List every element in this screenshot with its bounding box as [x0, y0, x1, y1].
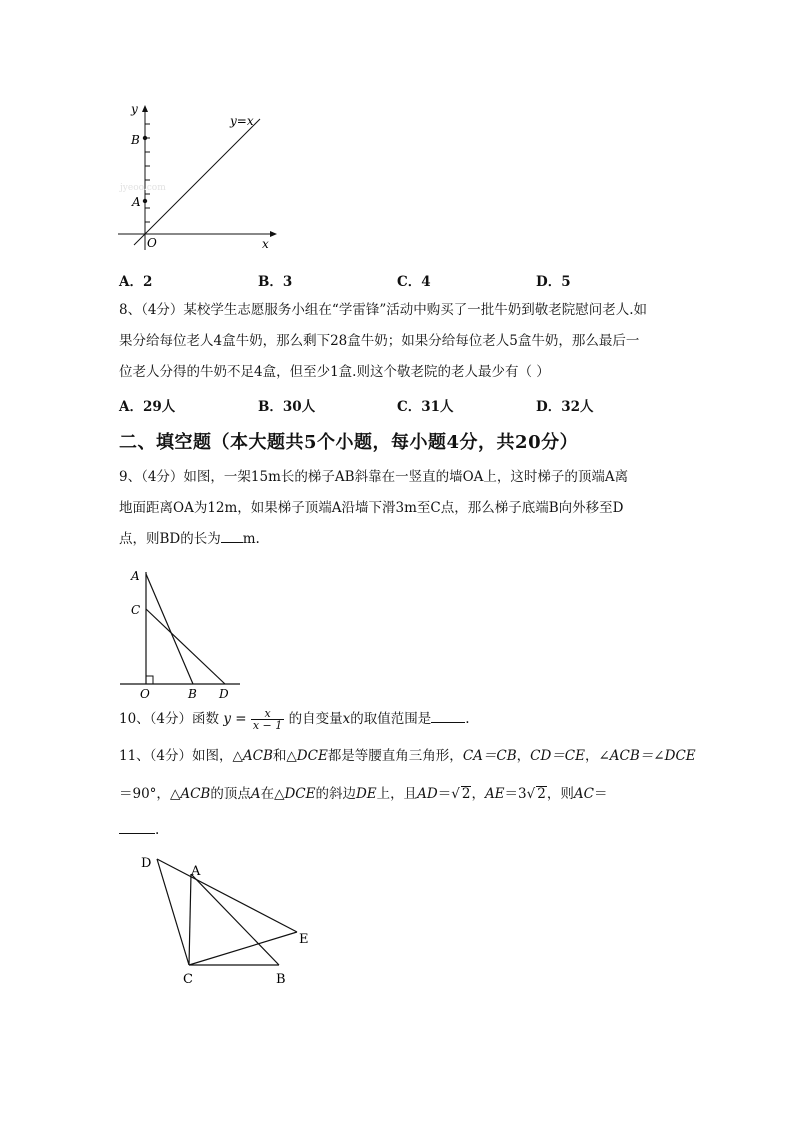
q10-y-equals: y = [223, 711, 247, 727]
origin-label: O [147, 236, 157, 250]
label-e: E [299, 932, 309, 947]
q9-line-2: 地面距离OA为12m，如果梯子顶端A沿墙下滑3m至C点，那么梯子底端B向外移至D [119, 500, 624, 516]
right-angle-mark [146, 676, 153, 684]
segment-de [157, 859, 297, 932]
label-d: D [219, 687, 229, 701]
label-d: D [141, 856, 152, 871]
q8-option-b[interactable]: B．30人 [258, 399, 316, 415]
label-c: C [131, 603, 141, 617]
q8-option-a[interactable]: A．29人 [119, 399, 176, 415]
line-label: y=x [230, 114, 254, 128]
q11-l2-b: △ACB [169, 786, 211, 802]
q11-l2-a: ＝90°， [119, 786, 170, 802]
point-a-label: A [132, 195, 141, 209]
q11-l1-h: CD＝CE [530, 748, 585, 764]
ladder-cd [146, 609, 225, 684]
y-axis-label: y [131, 102, 138, 116]
q11-l2-d: A [250, 786, 261, 802]
q9-line-3-prefix: 点，则BD的长为 [119, 531, 221, 547]
q11-l2-k: ＝ [437, 786, 452, 802]
q8-option-c[interactable]: C．31人 [397, 399, 454, 415]
figure-q9-ladder [118, 560, 248, 702]
q11-sqrt-2: 2 [537, 786, 546, 802]
q9-line-3-suffix: m. [242, 531, 260, 547]
point-b-dot [143, 136, 147, 140]
q11-l1-d: △DCE [286, 748, 328, 764]
q11-l1-g: ， [516, 748, 531, 764]
watermark: jyeoo.com [120, 183, 166, 193]
label-b: B [276, 972, 286, 987]
q11-l2-e: 在 [260, 786, 275, 802]
q11-sqrt-1: 2 [461, 786, 471, 802]
label-a: A [131, 569, 140, 583]
q11-l2-h: DE [355, 786, 377, 802]
q8-line-2: 果分给每位老人4盒牛奶，那么剩下28盒牛奶；如果分给每位老人5盒牛奶，那么最后一 [119, 333, 640, 349]
q10-answer-blank[interactable] [431, 710, 465, 723]
q11-l2-p: AC [573, 786, 594, 802]
x-axis-label: x [262, 237, 269, 251]
q11-l2-f: △DCE [274, 786, 316, 802]
label-a: A [191, 864, 201, 879]
q11-line-3 [119, 820, 159, 840]
q10-fraction [251, 708, 284, 731]
q7-option-b[interactable]: B．3 [258, 274, 293, 290]
q10-end: . [465, 711, 470, 727]
q9-answer-blank[interactable] [221, 530, 243, 543]
point-a-dot [143, 199, 147, 203]
q11-l1-j: ∠ACB＝∠DCE [598, 748, 696, 764]
segment-ac [189, 874, 191, 965]
figure-q7-graph [110, 100, 290, 255]
q10-line [119, 708, 470, 731]
segment-ec [189, 932, 297, 965]
q10-prefix: 10、（4分）函数 [119, 711, 220, 727]
q11-l2-i: 上，且 [376, 786, 418, 802]
q11-line-2: ＝90°，△ACB的顶点A在△DCE的斜边DE上，且AD＝√ 2，AE＝3√ 2，则AC＝ [119, 786, 608, 802]
label-b: B [188, 687, 197, 701]
q7-option-d[interactable]: D．5 [536, 274, 571, 290]
q11-l2-n: ＝3 [504, 786, 527, 802]
q11-l2-g: 的斜边 [315, 786, 356, 802]
q11-l2-m: AE [484, 786, 505, 802]
label-o: O [140, 687, 150, 701]
q10-numerator: x [251, 708, 284, 720]
q11-l1-e: 都是等腰直角三角形， [327, 748, 463, 764]
q11-end: . [155, 822, 160, 838]
q9-line-3 [119, 529, 260, 549]
q8-line-3: 位老人分得的牛奶不足4盒，但至少1盒.则这个敬老院的老人最少有（ ） [119, 364, 550, 380]
q11-l1-b: △ACB [232, 748, 273, 764]
x-axis-arrow-icon [270, 231, 277, 237]
q10-denominator: x − 1 [252, 719, 283, 732]
line-y-equals-x [134, 119, 260, 245]
q11-line-1 [119, 746, 696, 766]
q11-answer-blank[interactable] [119, 821, 155, 834]
q11-l1-c: 和 [272, 748, 287, 764]
q11-l1-i: ， [585, 748, 599, 764]
ladder-ab [146, 574, 193, 684]
segment-dc [157, 859, 189, 965]
q7-option-a[interactable]: A．2 [119, 274, 153, 290]
q11-l1-f: CA＝CB [462, 748, 517, 764]
q11-l2-o: ，则 [546, 786, 574, 802]
q11-l2-l: ， [471, 786, 485, 802]
q9-line-1: 9、（4分）如图，一架15m长的梯子AB斜靠在一竖直的墙OA上，这时梯子的顶端A离 [119, 469, 629, 485]
q11-l1-a: 11、（4分）如图， [119, 748, 233, 764]
q8-option-d[interactable]: D．32人 [536, 399, 594, 415]
q10-suffix: 的取值范围是 [350, 711, 432, 727]
y-axis-arrow-icon [142, 105, 148, 112]
section-2-heading: 二、填空题（本大题共5个小题，每小题4分，共20分） [119, 432, 579, 453]
q11-l2-q: ＝ [593, 786, 608, 802]
q11-l2-j: AD [417, 786, 438, 802]
q8-line-1: 8、（4分）某校学生志愿服务小组在“学雷锋”活动中购买了一批牛奶到敬老院慰问老人.如 [119, 302, 648, 318]
q10-middle: 的自变量 [288, 711, 343, 727]
point-b-label: B [131, 133, 140, 147]
label-c: C [183, 972, 193, 987]
figure-q11-triangles [135, 848, 320, 988]
q11-l2-c: 的顶点 [210, 786, 251, 802]
q7-option-c[interactable]: C．4 [397, 274, 431, 290]
q10-variable: x [342, 711, 351, 727]
